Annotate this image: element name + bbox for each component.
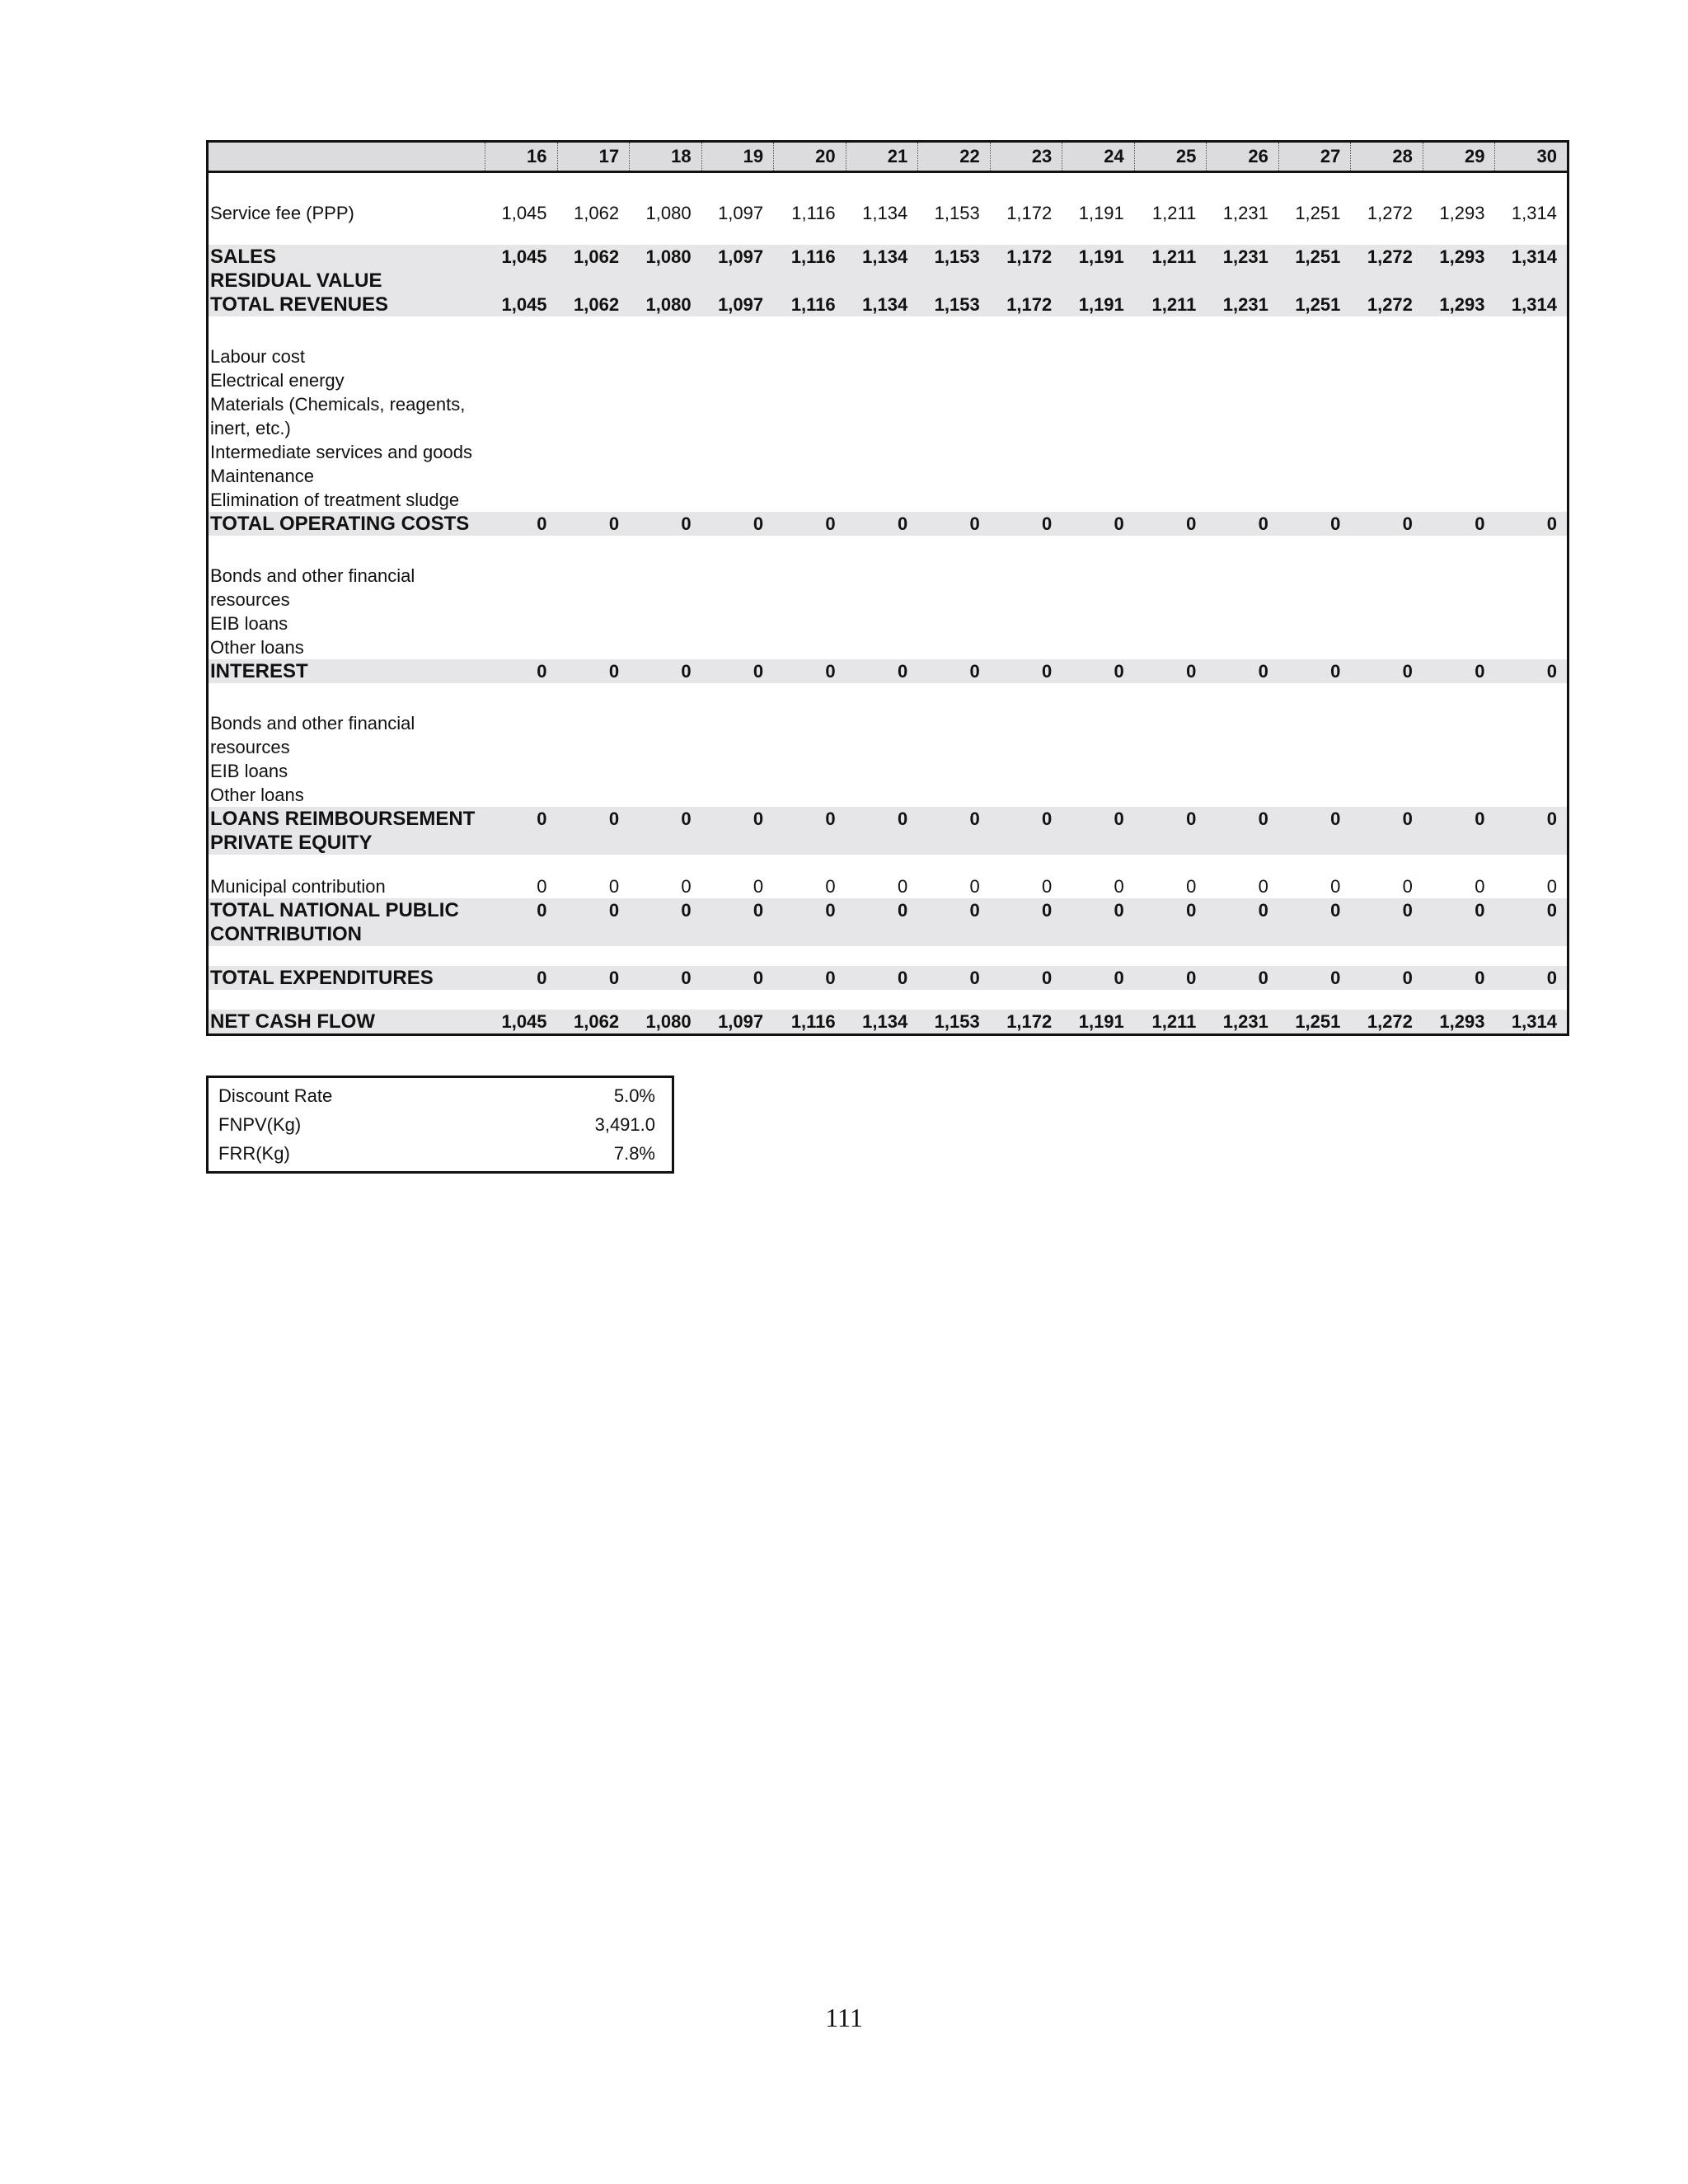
row-total-national-public-contribution-cont [209, 922, 1567, 946]
value-cell: 0 [608, 876, 620, 897]
value-cell: 0 [969, 900, 980, 921]
value-cell: 1,231 [1222, 294, 1268, 315]
summary-discount-rate [218, 1081, 655, 1110]
row-sales [209, 245, 1567, 269]
row-label: Intermediate services and goods [210, 442, 472, 462]
row-label: resources [210, 737, 290, 757]
row-eib-loans-2 [209, 759, 1567, 783]
row-interest [209, 659, 1567, 683]
value-cell: 1,272 [1367, 246, 1413, 267]
year-header-cell: 30 [1494, 143, 1567, 171]
value-cell: 0 [1330, 808, 1341, 829]
value-cell: 0 [1042, 661, 1053, 682]
row-label: Materials (Chemicals, reagents, [210, 394, 466, 415]
row-municipal-contribution [209, 874, 1567, 898]
row-label: Service fee (PPP) [210, 203, 354, 223]
year-header-cell: 28 [1350, 143, 1423, 171]
value-cell: 1,080 [645, 294, 692, 315]
row-private-equity [209, 831, 1567, 855]
value-cell: 0 [537, 968, 547, 988]
value-cell: 1,097 [718, 203, 764, 223]
row-label: Municipal contribution [210, 876, 386, 897]
value-cell: 1,251 [1295, 1011, 1341, 1032]
value-cell: 0 [753, 968, 764, 988]
row-label: PRIVATE EQUITY [210, 832, 373, 854]
value-cell: 0 [1402, 900, 1413, 921]
value-cell: 1,045 [501, 246, 547, 267]
spacer [209, 316, 1567, 344]
value-cell: 0 [1186, 513, 1197, 534]
year-header-cell: 17 [557, 143, 630, 171]
value-cell: 0 [1475, 900, 1485, 921]
row-label: resources [210, 589, 290, 610]
value-cell: 0 [1258, 900, 1268, 921]
summary-box [206, 1076, 674, 1174]
value-cell: 1,293 [1439, 294, 1485, 315]
row-label: LOANS REIMBOURSEMENT [210, 808, 476, 830]
value-cell: 0 [1402, 513, 1413, 534]
page-number: 111 [825, 2003, 863, 2032]
row-total-operating-costs [209, 512, 1567, 536]
value-cell: 0 [1258, 968, 1268, 988]
summary-frr [218, 1139, 655, 1168]
value-cell: 1,172 [1006, 246, 1053, 267]
row-label: Other loans [210, 637, 304, 658]
spacer [209, 855, 1567, 874]
value-cell: 0 [681, 513, 692, 534]
value-cell: 0 [1402, 968, 1413, 988]
value-cell: 0 [1114, 808, 1124, 829]
row-total-revenues [209, 293, 1567, 316]
value-cell: 1,293 [1439, 1011, 1485, 1032]
value-cell: 1,097 [718, 294, 764, 315]
value-cell: 0 [1330, 968, 1341, 988]
value-cell: 1,251 [1295, 246, 1341, 267]
value-cell: 0 [825, 900, 836, 921]
value-cell: 1,080 [645, 246, 692, 267]
row-label: SALES [210, 246, 277, 268]
spacer [209, 683, 1567, 711]
value-cell: 1,293 [1439, 203, 1485, 223]
value-cell: 1,153 [934, 294, 980, 315]
row-materials-cont [209, 416, 1567, 440]
summary-label: FNPV(Kg) [218, 1114, 302, 1135]
value-cell: 0 [681, 661, 692, 682]
value-cell: 1,191 [1078, 1011, 1124, 1032]
value-cell: 0 [825, 876, 836, 897]
row-bonds-2-cont [209, 735, 1567, 759]
row-label: TOTAL REVENUES [210, 293, 389, 316]
value-cell: 1,097 [718, 246, 764, 267]
value-cell: 0 [1402, 808, 1413, 829]
value-cell: 0 [1475, 808, 1485, 829]
spacer [209, 946, 1567, 966]
value-cell: 1,080 [645, 1011, 692, 1032]
year-header-cell: 16 [485, 143, 557, 171]
value-cell: 0 [537, 876, 547, 897]
value-cell: 0 [681, 968, 692, 988]
value-cell: 0 [1330, 661, 1341, 682]
value-cell: 0 [1114, 876, 1124, 897]
value-cell: 1,211 [1151, 203, 1197, 223]
summary-value: 3,491.0 [594, 1114, 655, 1135]
value-cell: 0 [1114, 900, 1124, 921]
value-cell: 0 [969, 968, 980, 988]
row-label: RESIDUAL VALUE [210, 269, 382, 292]
year-header-cell: 24 [1062, 143, 1134, 171]
value-cell: 0 [897, 513, 908, 534]
value-cell: 0 [969, 876, 980, 897]
year-header-cell: 25 [1134, 143, 1207, 171]
year-header-cell: 22 [917, 143, 990, 171]
value-cell: 0 [825, 661, 836, 682]
value-cell: 0 [1475, 968, 1485, 988]
value-cell: 0 [1042, 900, 1053, 921]
value-cell: 0 [753, 513, 764, 534]
value-cell: 0 [537, 900, 547, 921]
value-cell: 0 [753, 900, 764, 921]
value-cell: 0 [1186, 876, 1197, 897]
value-cell: 1,134 [862, 246, 908, 267]
value-cell: 1,045 [501, 294, 547, 315]
value-cell: 0 [608, 513, 620, 534]
row-maintenance [209, 464, 1567, 488]
row-label: Electrical energy [210, 370, 345, 391]
year-header-cell: 20 [773, 143, 846, 171]
value-cell: 1,153 [934, 203, 980, 223]
value-cell: 0 [753, 876, 764, 897]
row-bonds-2 [209, 711, 1567, 735]
row-service-fee [209, 201, 1567, 225]
row-intermediate-services [209, 440, 1567, 464]
row-materials [209, 392, 1567, 416]
row-label: INTEREST [210, 660, 308, 682]
value-cell: 1,116 [790, 294, 836, 315]
value-cell: 0 [897, 968, 908, 988]
value-cell: 0 [681, 876, 692, 897]
value-cell: 1,097 [718, 1011, 764, 1032]
year-header-row [209, 143, 1567, 173]
value-cell: 0 [969, 661, 980, 682]
value-cell: 1,116 [791, 203, 836, 223]
row-electrical-energy [209, 368, 1567, 392]
value-cell: 1,116 [790, 1011, 836, 1032]
value-cell: 0 [1186, 968, 1197, 988]
value-cell: 1,314 [1511, 294, 1557, 315]
value-cell: 0 [825, 513, 836, 534]
value-cell: 1,062 [574, 1011, 620, 1032]
value-cell: 1,134 [862, 203, 908, 223]
value-cell: 1,272 [1367, 203, 1413, 223]
value-cell: 0 [1402, 876, 1413, 897]
value-cell: 0 [1258, 876, 1268, 897]
year-header-cell: 19 [701, 143, 774, 171]
year-header-cell: 21 [846, 143, 918, 171]
value-cell: 0 [969, 513, 980, 534]
value-cell: 1,211 [1151, 294, 1197, 315]
spacer [209, 536, 1567, 564]
value-cell: 0 [1546, 900, 1557, 921]
value-cell: 1,062 [574, 246, 620, 267]
value-cell: 1,172 [1006, 203, 1053, 223]
row-labour-cost [209, 344, 1567, 368]
row-label: NET CASH FLOW [210, 1010, 375, 1033]
value-cell: 1,134 [862, 1011, 908, 1032]
value-cell: 0 [825, 808, 836, 829]
value-cell: 0 [1114, 968, 1124, 988]
value-cell: 0 [1042, 808, 1053, 829]
value-cell: 1,272 [1367, 294, 1413, 315]
row-eib-loans [209, 612, 1567, 635]
year-header-cell: 18 [629, 143, 701, 171]
value-cell: 1,062 [574, 294, 620, 315]
summary-fnpv [218, 1110, 655, 1139]
row-other-loans [209, 635, 1567, 659]
value-cell: 0 [753, 661, 764, 682]
value-cell: 1,272 [1367, 1011, 1413, 1032]
value-cell: 0 [1042, 876, 1053, 897]
row-bonds-cont [209, 588, 1567, 612]
value-cell: 0 [897, 808, 908, 829]
value-cell: 1,191 [1078, 294, 1124, 315]
value-cell: 1,211 [1151, 246, 1197, 267]
value-cell: 0 [1402, 661, 1413, 682]
row-label: Bonds and other financial [210, 713, 415, 733]
row-loans-reimbursement [209, 807, 1567, 831]
value-cell: 1,153 [934, 246, 980, 267]
row-bonds [209, 564, 1567, 588]
row-label: CONTRIBUTION [210, 923, 362, 945]
row-label: Elimination of treatment sludge [210, 490, 460, 510]
spacer [209, 990, 1567, 1010]
value-cell: 0 [1546, 968, 1557, 988]
row-residual-value [209, 269, 1567, 293]
value-cell: 1,062 [574, 203, 620, 223]
value-cell: 1,045 [501, 203, 547, 223]
value-cell: 0 [1186, 661, 1197, 682]
value-cell: 1,231 [1222, 203, 1268, 223]
value-cell: 0 [537, 513, 547, 534]
value-cell: 0 [1546, 661, 1557, 682]
value-cell: 1,231 [1222, 246, 1268, 267]
summary-value: 7.8% [613, 1143, 655, 1164]
value-cell: 1,251 [1295, 294, 1341, 315]
spacer [209, 225, 1567, 245]
value-cell: 0 [1546, 808, 1557, 829]
value-cell: 1,314 [1511, 203, 1557, 223]
value-cell: 0 [1042, 968, 1053, 988]
summary-label: Discount Rate [218, 1085, 333, 1106]
row-label: TOTAL EXPENDITURES [210, 967, 434, 989]
value-cell: 0 [1114, 661, 1124, 682]
cash-flow-table [206, 140, 1569, 1036]
row-sludge [209, 488, 1567, 512]
row-label: TOTAL NATIONAL PUBLIC [210, 899, 459, 921]
row-label: Other loans [210, 785, 304, 805]
value-cell: 0 [608, 968, 620, 988]
row-total-expenditures [209, 966, 1567, 990]
value-cell: 1,211 [1151, 1011, 1197, 1032]
row-label: EIB loans [210, 613, 288, 634]
value-cell: 0 [608, 661, 620, 682]
row-label: EIB loans [210, 761, 288, 781]
row-label: inert, etc.) [210, 418, 291, 438]
value-cell: 0 [1475, 661, 1485, 682]
value-cell: 0 [1186, 900, 1197, 921]
year-header-cell: 29 [1423, 143, 1495, 171]
row-total-national-public-contribution [209, 898, 1567, 922]
value-cell: 0 [897, 661, 908, 682]
row-label: Maintenance [210, 466, 314, 486]
value-cell: 0 [1186, 808, 1197, 829]
value-cell: 1,191 [1078, 203, 1124, 223]
value-cell: 1,080 [645, 203, 692, 223]
value-cell: 0 [1330, 900, 1341, 921]
value-cell: 0 [537, 808, 547, 829]
value-cell: 0 [681, 900, 692, 921]
value-cell: 0 [1258, 513, 1268, 534]
value-cell: 0 [969, 808, 980, 829]
value-cell: 0 [897, 900, 908, 921]
value-cell: 0 [1475, 513, 1485, 534]
value-cell: 0 [1330, 513, 1341, 534]
value-cell: 1,251 [1295, 203, 1341, 223]
year-header-cell: 27 [1278, 143, 1351, 171]
value-cell: 0 [753, 808, 764, 829]
value-cell: 1,172 [1006, 294, 1053, 315]
row-net-cash-flow [209, 1010, 1567, 1033]
value-cell: 1,231 [1222, 1011, 1268, 1032]
value-cell: 0 [608, 900, 620, 921]
value-cell: 0 [1330, 876, 1341, 897]
value-cell: 1,134 [862, 294, 908, 315]
value-cell: 1,116 [790, 246, 836, 267]
value-cell: 0 [1475, 876, 1485, 897]
value-cell: 0 [1114, 513, 1124, 534]
value-cell: 0 [825, 968, 836, 988]
row-other-loans-2 [209, 783, 1567, 807]
value-cell: 1,314 [1511, 1011, 1557, 1032]
value-cell: 0 [1546, 513, 1557, 534]
value-cell: 0 [681, 808, 692, 829]
year-header-cell: 26 [1206, 143, 1278, 171]
row-label: Labour cost [210, 346, 305, 367]
value-cell: 1,153 [934, 1011, 980, 1032]
value-cell: 0 [1258, 808, 1268, 829]
value-cell: 0 [897, 876, 908, 897]
spacer [209, 173, 1567, 201]
summary-label: FRR(Kg) [218, 1143, 290, 1164]
value-cell: 0 [608, 808, 620, 829]
value-cell: 0 [1042, 513, 1053, 534]
value-cell: 1,314 [1511, 246, 1557, 267]
value-cell: 1,191 [1078, 246, 1124, 267]
year-header-cell: 23 [990, 143, 1062, 171]
value-cell: 0 [1546, 876, 1557, 897]
value-cell: 0 [1258, 661, 1268, 682]
value-cell: 0 [537, 661, 547, 682]
value-cell: 1,172 [1006, 1011, 1053, 1032]
summary-value: 5.0% [613, 1085, 655, 1106]
row-label: TOTAL OPERATING COSTS [210, 513, 470, 535]
value-cell: 1,045 [501, 1011, 547, 1032]
row-label: Bonds and other financial [210, 565, 415, 586]
value-cell: 1,293 [1439, 246, 1485, 267]
